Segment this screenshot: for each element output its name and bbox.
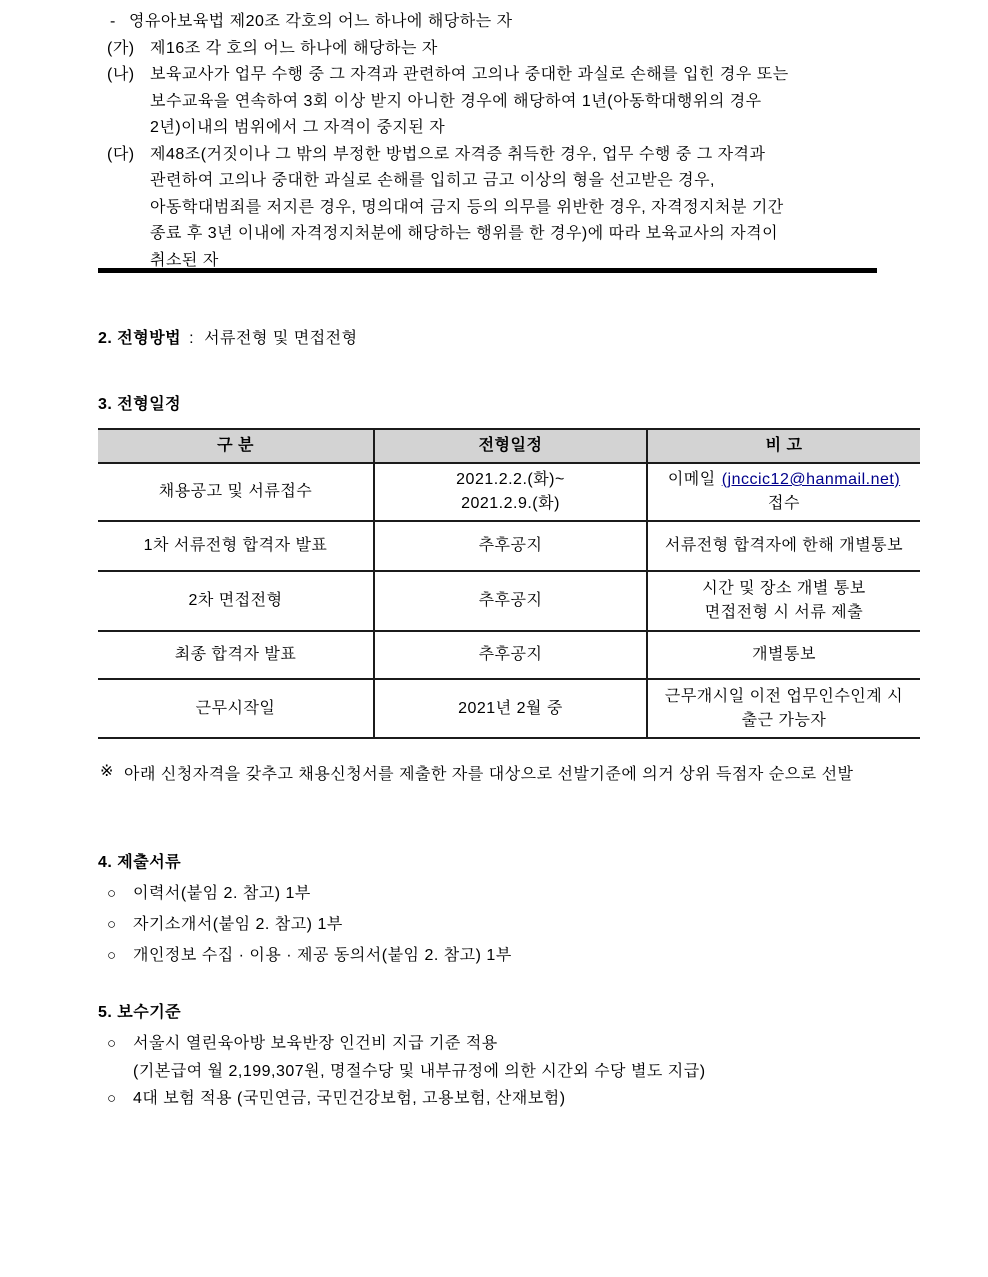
remark-line: 출근 가능자 xyxy=(741,711,827,729)
table-header-row xyxy=(98,429,920,463)
cell-remarks: 서류전형 합격자에 한해 개별통보 xyxy=(647,521,920,571)
selection-note xyxy=(98,761,968,784)
section-5-heading: 5. 보수기준 xyxy=(98,1004,182,1021)
qualification-list xyxy=(98,9,898,274)
remark-line: 접수 xyxy=(768,495,800,512)
table-row xyxy=(98,571,920,631)
cell-category: 채용공고 및 서류접수 xyxy=(98,463,374,521)
header-schedule: 전형일정 xyxy=(374,429,647,463)
qualification-text: 제16조 각 호의 어느 하나에 해당하는 자 xyxy=(150,39,438,57)
selection-note-text: 아래 신청자격을 갖추고 채용신청서를 제출한 자를 대상으로 선발기준에 의거 상위 득점자 순으로 선발 xyxy=(124,766,854,783)
list-item xyxy=(98,914,512,936)
section-heading: 2. 전형방법 xyxy=(98,330,182,347)
list-item xyxy=(98,1088,706,1110)
cell-category: 1차 서류전형 합격자 발표 xyxy=(98,521,374,571)
qualification-text: 영유아보육법 제20조 각호의 어느 하나에 해당하는 자 xyxy=(129,13,513,30)
cell-category: 최종 합격자 발표 xyxy=(98,631,374,679)
item-label: (나) xyxy=(107,66,135,83)
qualification-text: 종료 후 3년 이내에 자격정지처분에 해당하는 행위를 한 경우)에 따라 보육교사의 자격이 xyxy=(150,225,779,242)
qualification-text: 취소된 자 xyxy=(150,251,219,269)
qualification-item xyxy=(98,36,898,63)
section-value: 서류전형 및 면접전형 xyxy=(204,330,358,347)
qualification-item xyxy=(98,62,898,89)
cell-schedule: 추후공지 xyxy=(374,571,647,631)
section-2-heading xyxy=(98,325,358,348)
cell-remarks: 개별통보 xyxy=(647,631,920,679)
table-row xyxy=(98,679,920,738)
cell-schedule: 추후공지 xyxy=(374,521,647,571)
list-item-text: 서울시 열린육아방 보육반장 인건비 지급 기준 적용 xyxy=(133,1035,498,1052)
qualification-text: 보육교사가 업무 수행 중 그 자격과 관련하여 고의나 중대한 과실로 손해를 입힌 경우 또는 xyxy=(150,66,789,83)
qualification-item xyxy=(98,9,898,36)
qualification-text: 관련하여 고의나 중대한 과실로 손해를 입히고 금고 이상의 형을 선고받은 경우, xyxy=(150,172,715,189)
table-row xyxy=(98,631,920,679)
email-link[interactable]: (jnccic12@hanmail.net) xyxy=(721,471,901,488)
remark-line: 시간 및 장소 개별 통보 xyxy=(702,580,866,597)
table-row xyxy=(98,463,920,521)
circle-bullet: ○ xyxy=(107,947,117,964)
list-item-text: 4대 보험 적용 (국민연금, 국민건강보험, 고용보험, 산재보험) xyxy=(133,1090,566,1107)
list-item xyxy=(98,945,512,967)
qualification-text: 아동학대범죄를 저지른 경우, 명의대여 금지 등의 의무를 위반한 경우, 자격정지처분 기간 xyxy=(150,198,784,216)
cell-remarks xyxy=(647,571,920,631)
qualification-text: 제48조(거짓이나 그 밖의 부정한 방법으로 자격증 취득한 경우, 업무 수행 중 그 자격과 xyxy=(150,145,766,163)
section-4-documents xyxy=(98,852,512,967)
remark-line: 면접전형 시 서류 제출 xyxy=(704,604,864,621)
dash-bullet: - xyxy=(110,13,116,30)
qualification-item xyxy=(98,142,898,169)
cell-schedule: 추후공지 xyxy=(374,631,647,679)
email-label: 이메일 xyxy=(667,471,716,488)
cell-schedule: 2021년 2월 중 xyxy=(374,679,647,738)
header-remarks: 비 고 xyxy=(647,429,920,463)
schedule-line: 2021.2.2.(화)~ xyxy=(456,471,565,488)
section-5-pay xyxy=(98,1002,706,1110)
circle-bullet: ○ xyxy=(107,885,117,902)
cell-category: 2차 면접전형 xyxy=(98,571,374,631)
item-label: (가) xyxy=(107,39,135,57)
cell-schedule xyxy=(374,463,647,521)
schedule-table xyxy=(98,428,920,739)
cell-category: 근무시작일 xyxy=(98,679,374,738)
remark-line: 근무개시일 이전 업무인수인계 시 xyxy=(664,687,904,705)
schedule-line: 2021.2.9.(화) xyxy=(461,495,560,512)
header-category: 구 분 xyxy=(98,429,374,463)
section-4-heading: 4. 제출서류 xyxy=(98,854,182,871)
qualification-text: 2년)이내의 범위에서 그 자격이 중지된 자 xyxy=(150,119,446,136)
list-item-subtext: (기본급여 월 2,199,307원, 명절수당 및 내부규정에 의한 시간외 수당 별도 지급) xyxy=(133,1063,706,1080)
cell-remarks xyxy=(647,679,920,738)
section-divider xyxy=(98,268,877,273)
colon-separator: : xyxy=(189,330,195,347)
reference-mark: ※ xyxy=(100,763,114,780)
circle-bullet: ○ xyxy=(107,916,117,933)
list-item-text: 이력서(붙임 2. 참고) 1부 xyxy=(133,885,311,902)
list-item xyxy=(98,1033,706,1055)
qualification-text: 보수교육을 연속하여 3회 이상 받지 아니한 경우에 해당하여 1년(아동학대행위의 경우 xyxy=(150,92,762,110)
list-item-text: 개인정보 수집 · 이용 · 제공 동의서(붙임 2. 참고) 1부 xyxy=(133,947,512,964)
cell-remarks xyxy=(647,463,920,521)
list-item xyxy=(98,883,512,905)
remark-line xyxy=(648,468,920,492)
circle-bullet: ○ xyxy=(107,1035,117,1052)
list-item-text: 자기소개서(붙임 2. 참고) 1부 xyxy=(133,916,343,933)
section-3-heading: 3. 전형일정 xyxy=(98,396,182,413)
circle-bullet: ○ xyxy=(107,1090,117,1107)
table-row xyxy=(98,521,920,571)
item-label: (다) xyxy=(107,145,135,163)
